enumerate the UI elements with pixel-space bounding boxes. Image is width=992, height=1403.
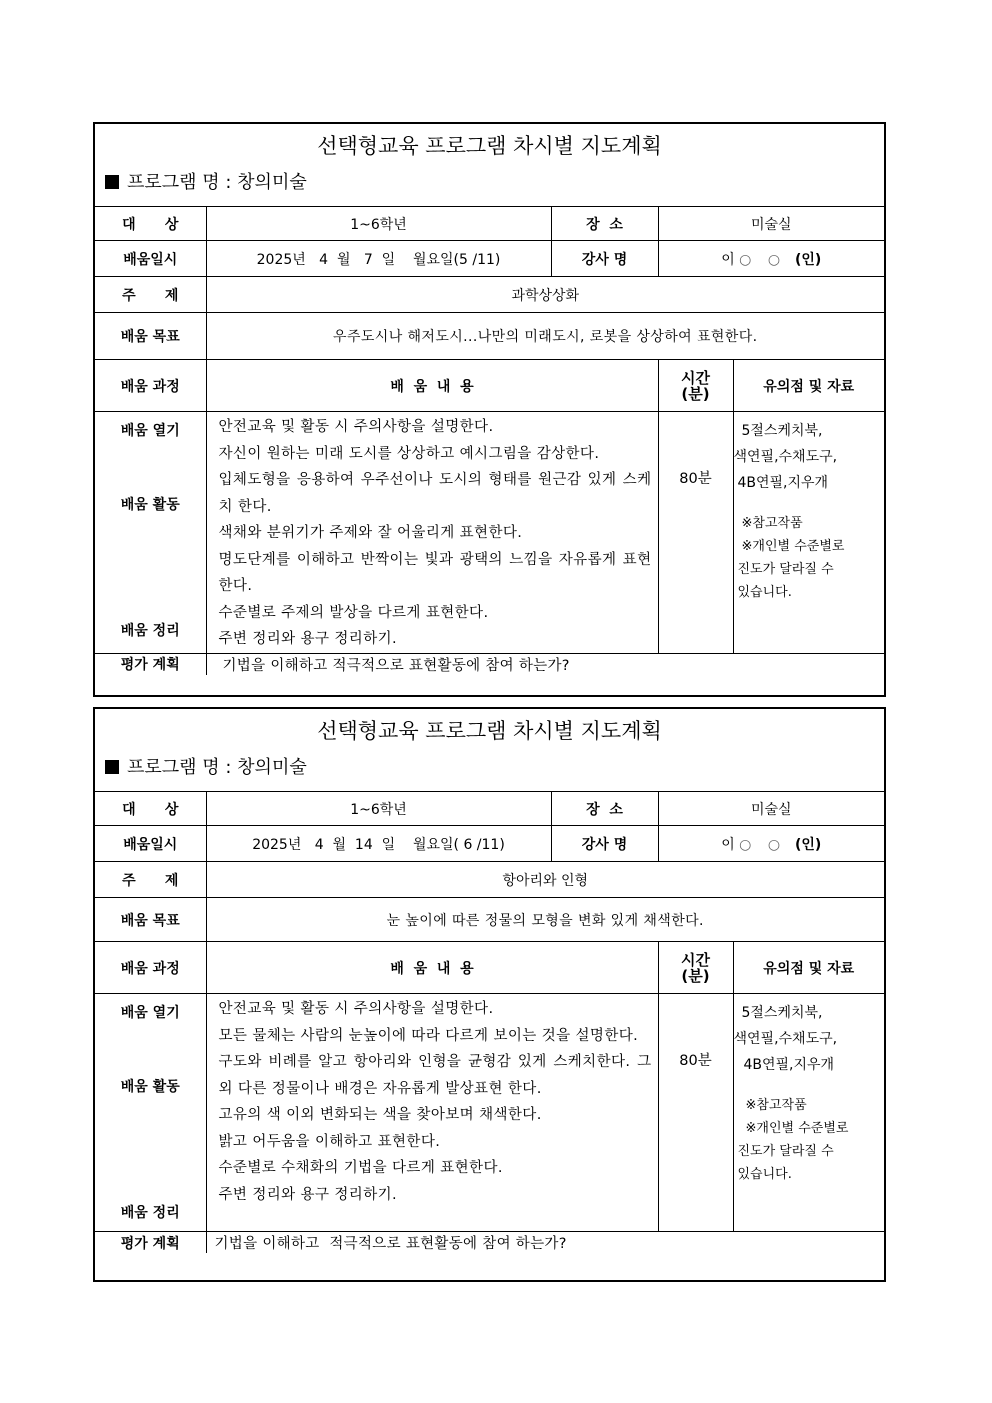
square-bullet-icon bbox=[105, 175, 119, 189]
stage-column bbox=[95, 412, 206, 654]
eval-value: 기법을 이해하고 적극적으로 표현활동에 참여 하는가? bbox=[206, 1232, 884, 1254]
instructor-label: 강사 명 bbox=[551, 241, 658, 277]
place-value: 미술실 bbox=[658, 792, 884, 826]
instructor-seal: (인) bbox=[794, 251, 822, 268]
instructor-seal: (인) bbox=[794, 836, 822, 853]
instructor-label: 강사 명 bbox=[551, 826, 658, 862]
content-line: 주변 정리와 용구 정리하기. bbox=[218, 631, 398, 647]
topic-value: 과학상상화 bbox=[206, 277, 884, 313]
time-header-top: 시간 bbox=[681, 368, 710, 387]
eval-label: 평가 계획 bbox=[95, 653, 206, 675]
process-label: 배움 과정 bbox=[95, 360, 206, 412]
time-header bbox=[658, 360, 733, 412]
time-header-bottom: (분) bbox=[681, 384, 710, 403]
material-line: 5절스케치북, bbox=[741, 1005, 823, 1021]
notes-header: 유의점 및 자료 bbox=[733, 942, 884, 994]
note-line: 있습니다. bbox=[737, 1167, 792, 1182]
note-line: 진도가 달라질 수 bbox=[737, 1144, 834, 1159]
goal-label: 배움 목표 bbox=[95, 898, 206, 942]
content-line: 입체도형을 응용하여 우주선이나 도시의 형태를 원근감 있게 스케치 한다. bbox=[218, 472, 652, 515]
date-label: 배움일시 bbox=[95, 241, 206, 277]
date-label: 배움일시 bbox=[95, 826, 206, 862]
time-header-bottom: (분) bbox=[681, 966, 710, 985]
note-line: ※참고작품 bbox=[741, 516, 803, 531]
stage-open: 배움 열기 bbox=[120, 1005, 180, 1021]
program-name bbox=[95, 753, 884, 791]
content-line: 색채와 분위기가 주제와 잘 어울리게 표현한다. bbox=[218, 525, 523, 541]
content-line: 모든 물체는 사람의 눈높이에 따라 다르게 보이는 것을 설명한다. bbox=[218, 1027, 639, 1044]
content-body bbox=[206, 994, 658, 1232]
time-header-top: 시간 bbox=[681, 950, 710, 969]
content-line: 명도단계를 이해하고 반짝이는 빛과 광택의 느낌을 자유롭게 표현한다. bbox=[218, 551, 652, 594]
material-line: 색연필,수채도구, bbox=[733, 449, 838, 465]
material-line: 4B연필,지우개 bbox=[743, 1057, 835, 1073]
stage-activity: 배움 활동 bbox=[120, 1079, 180, 1095]
content-header: 배 움 내 용 bbox=[206, 942, 658, 994]
square-bullet-icon bbox=[105, 760, 119, 774]
instructor-value bbox=[658, 826, 884, 862]
target-value: 1~6학년 bbox=[206, 207, 551, 241]
process-label: 배움 과정 bbox=[95, 942, 206, 994]
lesson-plan-1 bbox=[93, 122, 886, 697]
time-header bbox=[658, 942, 733, 994]
topic-value: 항아리와 인형 bbox=[206, 862, 884, 898]
content-line: 자신이 원하는 미래 도시를 상상하고 예시그림을 감상한다. bbox=[218, 445, 600, 462]
content-line: 밝고 어두움을 이해하고 표현한다. bbox=[218, 1133, 441, 1150]
program-label: 프로그램 명 : 창의미술 bbox=[127, 172, 307, 193]
topic-label: 주 제 bbox=[95, 277, 206, 313]
note-line: 진도가 달라질 수 bbox=[737, 562, 834, 577]
target-label: 대 상 bbox=[95, 792, 206, 826]
place-label: 장 소 bbox=[551, 207, 658, 241]
content-header: 배 움 내 용 bbox=[206, 360, 658, 412]
eval-value: 기법을 이해하고 적극적으로 표현활동에 참여 하는가? bbox=[206, 653, 884, 675]
content-line: 주변 정리와 용구 정리하기. bbox=[218, 1186, 398, 1203]
stage-activity: 배움 활동 bbox=[120, 497, 180, 513]
content-line: 수준별로 주제의 발상을 다르게 표현한다. bbox=[218, 604, 489, 621]
eval-label: 평가 계획 bbox=[95, 1232, 206, 1254]
note-line: ※참고작품 bbox=[745, 1098, 807, 1113]
notes-header: 유의점 및 자료 bbox=[733, 360, 884, 412]
note-line: ※개인별 수준별로 bbox=[745, 1121, 849, 1136]
material-line: 5절스케치북, bbox=[741, 423, 823, 439]
stage-open: 배움 열기 bbox=[120, 423, 180, 439]
instructor-marks: ○ ○ bbox=[739, 836, 787, 853]
time-value: 80분 bbox=[658, 412, 733, 654]
goal-label: 배움 목표 bbox=[95, 313, 206, 360]
notes-body bbox=[733, 412, 884, 654]
date-value: 2025년 4 월 14 일 월요일( 6 /11) bbox=[206, 826, 551, 862]
lesson-plan-2 bbox=[93, 707, 886, 1282]
content-body bbox=[206, 412, 658, 654]
content-line: 고유의 색 이외 변화되는 색을 찾아보며 채색한다. bbox=[218, 1107, 542, 1123]
program-name bbox=[95, 168, 884, 206]
content-line: 안전교육 및 활동 시 주의사항을 설명한다. bbox=[218, 419, 494, 435]
content-line: 안전교육 및 활동 시 주의사항을 설명한다. bbox=[218, 1001, 494, 1017]
plan-title: 선택형교육 프로그램 차시별 지도계획 bbox=[317, 719, 662, 743]
target-label: 대 상 bbox=[95, 207, 206, 241]
notes-body bbox=[733, 994, 884, 1232]
goal-value: 눈 높이에 따른 정물의 모형을 변화 있게 채색한다. bbox=[206, 898, 884, 942]
content-line: 수준별로 수채화의 기법을 다르게 표현한다. bbox=[218, 1160, 503, 1176]
plan-title: 선택형교육 프로그램 차시별 지도계획 bbox=[317, 134, 662, 158]
time-value: 80분 bbox=[658, 994, 733, 1232]
instructor-name: 이 bbox=[721, 251, 735, 268]
instructor-value bbox=[658, 241, 884, 277]
date-value: 2025년 4 월 7 일 월요일(5 /11) bbox=[206, 241, 551, 277]
stage-close: 배움 정리 bbox=[120, 1205, 180, 1221]
stage-column bbox=[95, 994, 206, 1232]
note-line: 있습니다. bbox=[737, 585, 792, 600]
place-value: 미술실 bbox=[658, 207, 884, 241]
material-line: 색연필,수채도구, bbox=[733, 1031, 838, 1047]
plan-table bbox=[95, 206, 884, 675]
goal-value: 우주도시나 해저도시...나만의 미래도시, 로봇을 상상하여 표현한다. bbox=[206, 313, 884, 360]
topic-label: 주 제 bbox=[95, 862, 206, 898]
plan-table bbox=[95, 791, 884, 1253]
target-value: 1~6학년 bbox=[206, 792, 551, 826]
instructor-marks: ○ ○ bbox=[739, 251, 787, 268]
place-label: 장 소 bbox=[551, 792, 658, 826]
material-line: 4B연필,지우개 bbox=[737, 475, 829, 491]
note-line: ※개인별 수준별로 bbox=[741, 539, 845, 554]
content-line: 구도와 비례를 알고 항아리와 인형을 균형감 있게 스케치한다. 그 외 다른 정물이나 배경은 자유롭게 발상표현 한다. bbox=[218, 1054, 652, 1097]
stage-close: 배움 정리 bbox=[120, 623, 180, 639]
program-label: 프로그램 명 : 창의미술 bbox=[127, 757, 307, 778]
instructor-name: 이 bbox=[721, 836, 735, 853]
